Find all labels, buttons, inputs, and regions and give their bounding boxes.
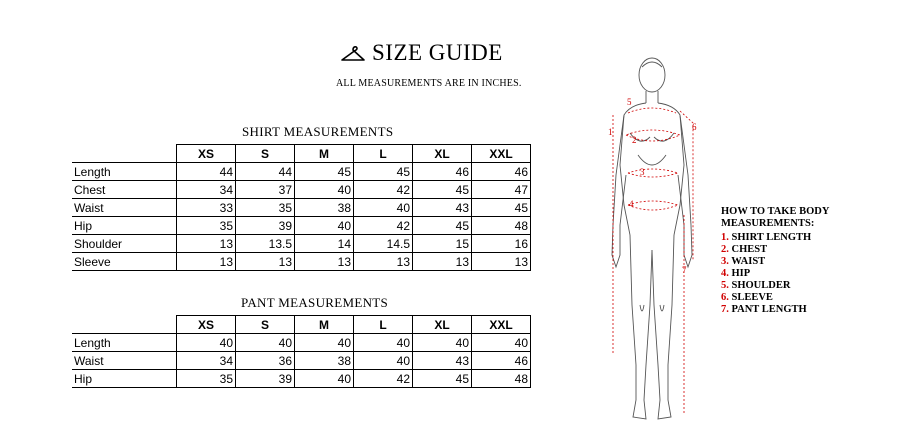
step-number: 4. — [721, 268, 729, 279]
pant-caption: PANT MEASUREMENTS — [241, 295, 389, 310]
table-cell: 35 — [177, 217, 236, 235]
column-header-m: M — [295, 316, 354, 334]
how-to-step — [721, 256, 829, 268]
table-cell: 40 — [295, 181, 354, 199]
column-header-xl: XL — [413, 145, 472, 163]
table-cell: 39 — [236, 217, 295, 235]
table-cell: 45 — [295, 163, 354, 181]
step-text: WAIST — [728, 256, 766, 267]
step-number: 2. — [721, 244, 729, 255]
table-cell: 33 — [177, 199, 236, 217]
step-text: CHEST — [728, 244, 768, 255]
table-cell: 48 — [472, 217, 531, 235]
table-corner-cell — [72, 316, 177, 334]
table-cell: 42 — [354, 217, 413, 235]
table-cell: 16 — [472, 235, 531, 253]
table-cell: 42 — [354, 181, 413, 199]
table-cell: 40 — [236, 334, 295, 352]
how-to-step — [721, 304, 829, 316]
table-row — [72, 352, 531, 370]
body-measurement-figure — [600, 55, 705, 435]
table-cell: 34 — [177, 181, 236, 199]
table-cell: 45 — [413, 217, 472, 235]
table-cell: 13 — [177, 253, 236, 271]
table-corner-cell — [72, 145, 177, 163]
column-header-xxl: XXL — [472, 145, 531, 163]
table-cell: 39 — [236, 370, 295, 388]
table-cell: 13 — [472, 253, 531, 271]
column-header-l: L — [354, 145, 413, 163]
table-cell: 45 — [354, 163, 413, 181]
hanger-icon — [340, 44, 366, 62]
column-header-s: S — [236, 316, 295, 334]
table-cell: 40 — [354, 334, 413, 352]
table-header-row — [72, 316, 531, 334]
marker-3: 3 — [640, 167, 645, 177]
column-header-s: S — [236, 145, 295, 163]
table-cell: 47 — [472, 181, 531, 199]
table-cell: 35 — [177, 370, 236, 388]
shirt-size-table — [72, 144, 531, 271]
table-row — [72, 235, 531, 253]
how-to-step — [721, 232, 829, 244]
row-label: Shoulder — [72, 235, 177, 253]
table-cell: 35 — [236, 199, 295, 217]
row-label: Waist — [72, 352, 177, 370]
page-title-block — [340, 38, 503, 68]
table-cell: 45 — [472, 199, 531, 217]
how-to-step — [721, 244, 829, 256]
table-cell: 40 — [295, 217, 354, 235]
table-cell: 38 — [295, 199, 354, 217]
step-text: PANT LENGTH — [728, 304, 807, 315]
table-cell: 44 — [236, 163, 295, 181]
table-row — [72, 199, 531, 217]
table-row — [72, 217, 531, 235]
table-cell: 38 — [295, 352, 354, 370]
table-cell: 43 — [413, 199, 472, 217]
table-cell: 13.5 — [236, 235, 295, 253]
marker-6: 6 — [692, 122, 697, 132]
table-cell: 15 — [413, 235, 472, 253]
pant-size-table — [72, 315, 531, 388]
step-number: 1. — [721, 232, 729, 243]
table-cell: 40 — [177, 334, 236, 352]
step-text: SLEEVE — [728, 292, 773, 303]
table-cell: 40 — [472, 334, 531, 352]
shirt-caption: SHIRT MEASUREMENTS — [242, 124, 394, 139]
marker-5: 5 — [627, 97, 632, 107]
marker-2: 2 — [632, 135, 637, 145]
table-cell: 13 — [236, 253, 295, 271]
table-cell: 48 — [472, 370, 531, 388]
table-cell: 44 — [177, 163, 236, 181]
how-to-step — [721, 280, 829, 292]
step-number: 7. — [721, 304, 729, 315]
table-cell: 45 — [413, 370, 472, 388]
table-cell: 40 — [354, 352, 413, 370]
row-label: Hip — [72, 217, 177, 235]
column-header-l: L — [354, 316, 413, 334]
table-cell: 40 — [354, 199, 413, 217]
table-cell: 36 — [236, 352, 295, 370]
row-label: Length — [72, 163, 177, 181]
table-cell: 13 — [413, 253, 472, 271]
row-label: Sleeve — [72, 253, 177, 271]
table-cell: 46 — [413, 163, 472, 181]
row-label: Length — [72, 334, 177, 352]
table-header-row — [72, 145, 531, 163]
step-number: 5. — [721, 280, 729, 291]
step-number: 3. — [721, 256, 729, 267]
table-row — [72, 163, 531, 181]
table-cell: 14.5 — [354, 235, 413, 253]
table-cell: 13 — [177, 235, 236, 253]
row-label: Waist — [72, 199, 177, 217]
table-cell: 37 — [236, 181, 295, 199]
row-label: Hip — [72, 370, 177, 388]
table-cell: 40 — [295, 334, 354, 352]
table-cell: 42 — [354, 370, 413, 388]
row-label: Chest — [72, 181, 177, 199]
marker-7: 7 — [682, 265, 687, 275]
table-cell: 45 — [413, 181, 472, 199]
table-cell: 34 — [177, 352, 236, 370]
table-row — [72, 370, 531, 388]
marker-1: 1 — [608, 127, 613, 137]
marker-4: 4 — [629, 199, 634, 209]
table-row — [72, 334, 531, 352]
column-header-xl: XL — [413, 316, 472, 334]
column-header-xs: XS — [177, 316, 236, 334]
how-to-title-line1: HOW TO TAKE BODY — [721, 206, 830, 217]
step-text: HIP — [728, 268, 751, 279]
step-text: SHOULDER — [728, 280, 791, 291]
step-text: SHIRT LENGTH — [728, 232, 812, 243]
table-cell: 46 — [472, 163, 531, 181]
table-row — [72, 253, 531, 271]
table-cell: 14 — [295, 235, 354, 253]
table-cell: 46 — [472, 352, 531, 370]
table-row — [72, 181, 531, 199]
step-number: 6. — [721, 292, 729, 303]
how-to-step — [721, 292, 829, 304]
how-to-title-line2: MEASUREMENTS: — [721, 218, 815, 229]
table-cell: 40 — [413, 334, 472, 352]
how-to-steps — [721, 232, 829, 316]
table-cell: 13 — [295, 253, 354, 271]
page-title: SIZE GUIDE — [372, 40, 503, 65]
column-header-xxl: XXL — [472, 316, 531, 334]
table-cell: 13 — [354, 253, 413, 271]
how-to-step — [721, 268, 829, 280]
table-cell: 43 — [413, 352, 472, 370]
column-header-m: M — [295, 145, 354, 163]
table-cell: 40 — [295, 370, 354, 388]
column-header-xs: XS — [177, 145, 236, 163]
how-to-measure — [721, 206, 829, 316]
page-subtitle: ALL MEASUREMENTS ARE IN INCHES. — [336, 78, 522, 89]
